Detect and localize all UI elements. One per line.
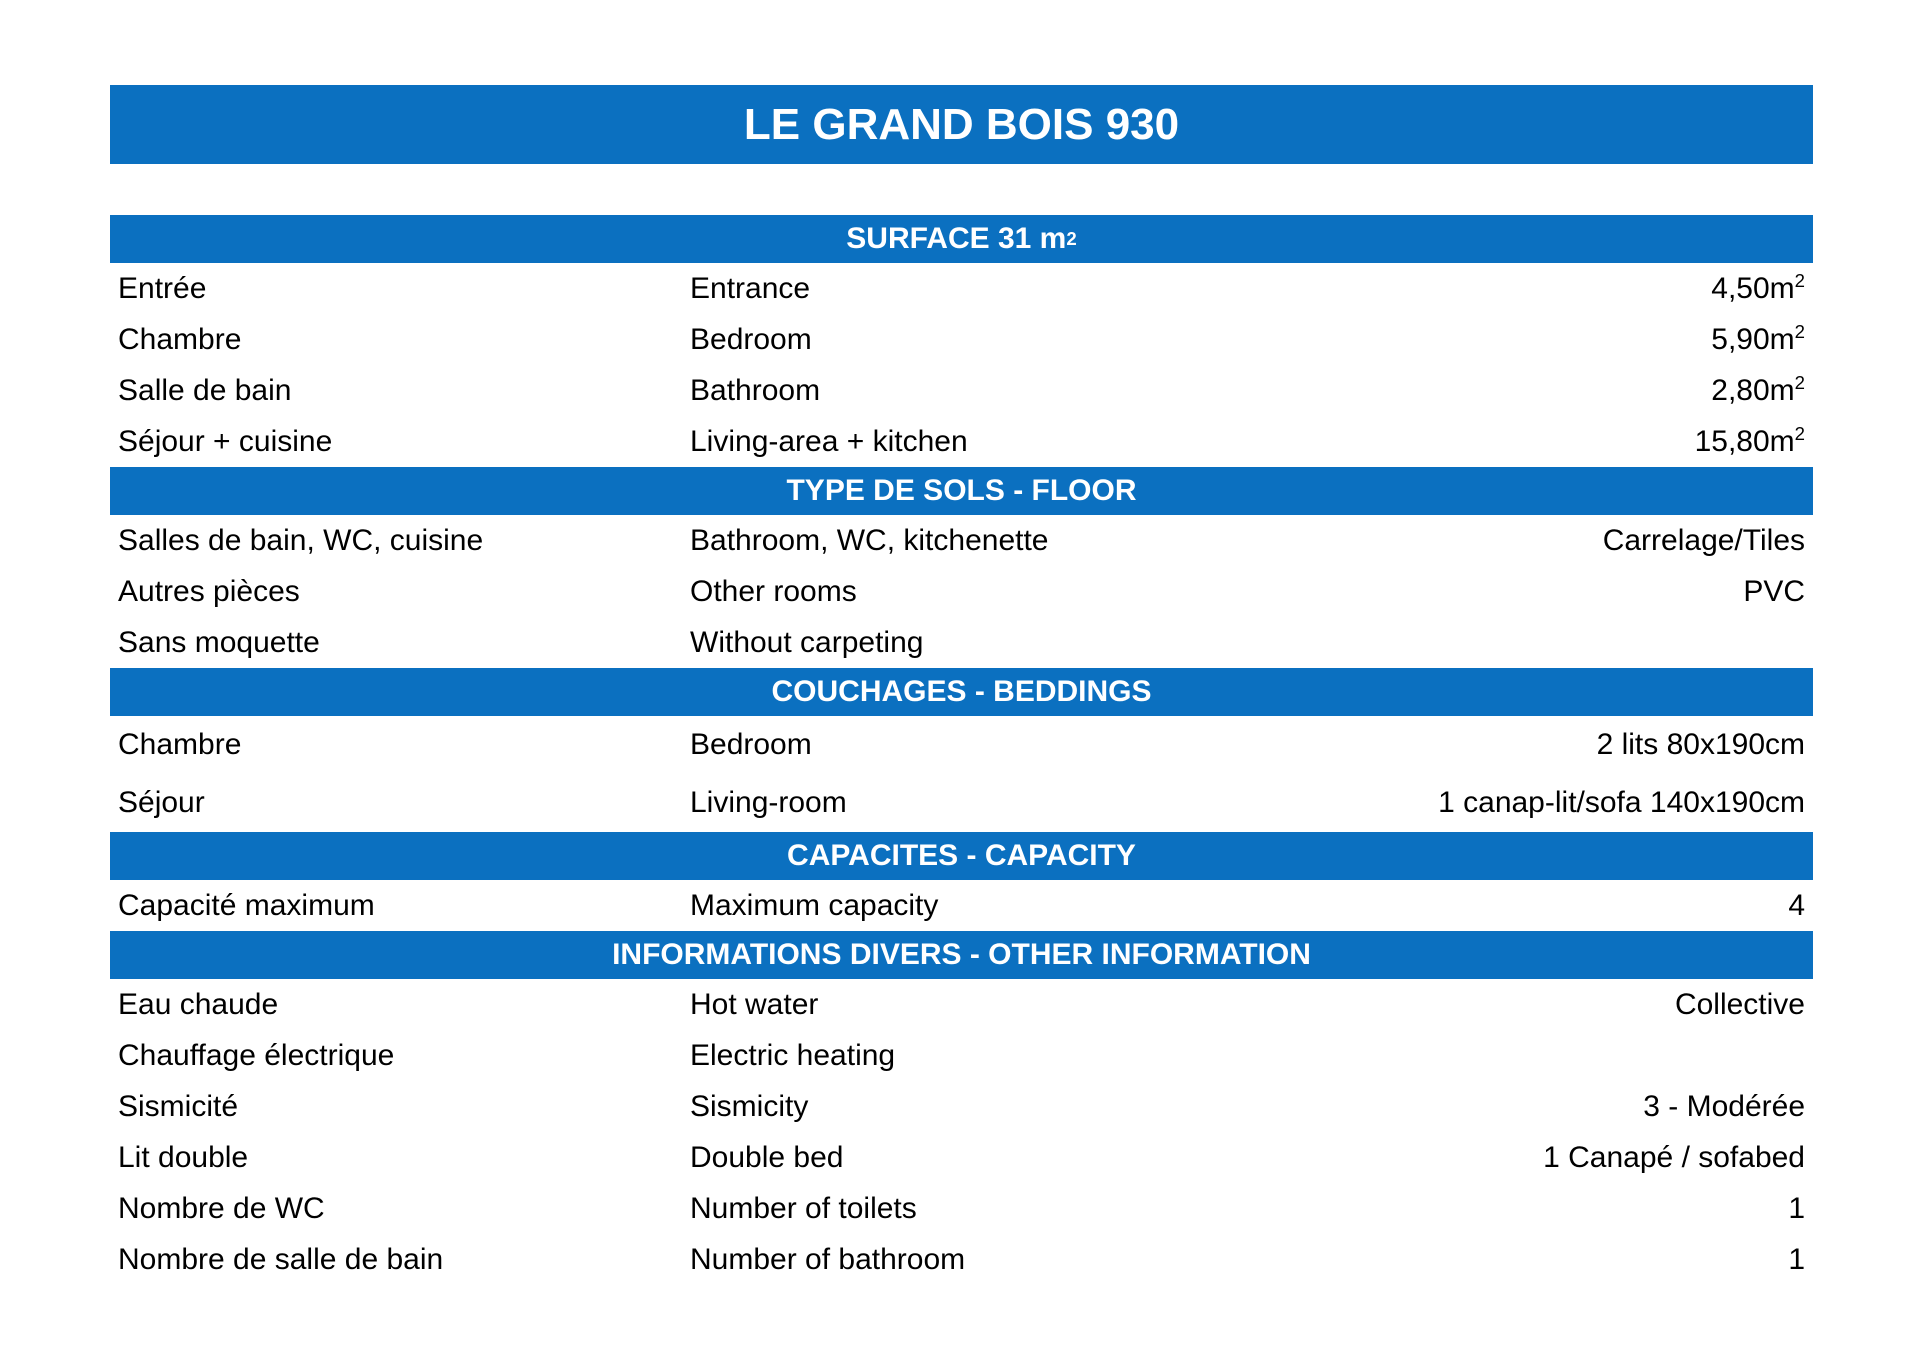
label-french: Capacité maximum (118, 888, 375, 922)
table-row (110, 1234, 1813, 1285)
sections-container (110, 215, 1813, 1285)
label-french: Sans moquette (118, 625, 320, 659)
row-value: 1 Canapé / sofabed (1543, 1140, 1805, 1174)
label-french: Séjour + cuisine (118, 424, 333, 458)
row-value: 4 (1788, 888, 1805, 922)
row-value: $5,90m^2$ (1711, 320, 1805, 356)
label-english: Without carpeting (690, 625, 924, 659)
row-value: $2,80m^2$ (1711, 371, 1805, 407)
section (110, 467, 1813, 668)
label-english: Bedroom (690, 728, 812, 761)
section-header: COUCHAGES - BEDDINGS (110, 668, 1813, 716)
label-english: Electric heating (690, 1038, 896, 1072)
row-value: 1 (1788, 1191, 1805, 1225)
section (110, 832, 1813, 931)
section-header: TYPE DE SOLS - FLOOR (110, 467, 1813, 515)
table-row (110, 515, 1813, 566)
row-value: Carrelage/Tiles (1602, 523, 1805, 557)
row-value: $4,50m^2$ (1711, 269, 1805, 305)
table-row (110, 365, 1813, 416)
label-french: Nombre de salle de bain (118, 1242, 444, 1276)
table-row (110, 880, 1813, 931)
label-english: Number of toilets (690, 1191, 917, 1225)
label-english: Maximum capacity (690, 888, 939, 922)
section (110, 668, 1813, 832)
label-french: Lit double (118, 1140, 249, 1174)
table-row (110, 1030, 1813, 1081)
label-french: Autres pièces (118, 574, 300, 608)
row-value: $15,80m^2$ (1694, 422, 1805, 458)
table-row (110, 716, 1813, 774)
label-french: Salle de bain (118, 373, 292, 407)
label-english: Sismicity (690, 1089, 809, 1123)
label-english: Bedroom (690, 322, 812, 356)
label-english: Entrance (690, 271, 811, 305)
table-row (110, 1132, 1813, 1183)
label-english: Bathroom (690, 373, 821, 407)
label-french: Chauffage électrique (118, 1038, 395, 1072)
label-english: Number of bathroom (690, 1242, 966, 1276)
table-row (110, 979, 1813, 1030)
label-french: Chambre (118, 728, 242, 761)
table-row (110, 416, 1813, 467)
row-value: 2 lits 80x190cm (1596, 728, 1805, 761)
table-row (110, 566, 1813, 617)
table-row (110, 1183, 1813, 1234)
table-row (110, 263, 1813, 314)
label-french: Chambre (118, 322, 242, 356)
page-title: LE GRAND BOIS 930 (743, 99, 1180, 149)
label-french: Sismicité (118, 1089, 239, 1123)
label-english: Living-area + kitchen (690, 424, 968, 458)
label-english: Other rooms (690, 574, 857, 608)
row-value: 3 - Modérée (1643, 1089, 1805, 1123)
row-value: Collective (1674, 987, 1805, 1021)
row-value: 1 (1788, 1242, 1805, 1276)
label-english: Double bed (690, 1140, 844, 1174)
label-english: Bathroom, WC, kitchenette (690, 523, 1049, 557)
section (110, 215, 1813, 467)
table-row (110, 314, 1813, 365)
label-french: Salles de bain, WC, cuisine (118, 523, 484, 557)
label-english: Living-room (690, 786, 847, 819)
section-header: SURFACE 31 m 2 (110, 215, 1813, 263)
label-french: Séjour (118, 786, 205, 819)
row-value: 1 canap-lit/sofa 140x190cm (1438, 786, 1805, 819)
table-row (110, 1081, 1813, 1132)
label-french: Eau chaude (118, 987, 279, 1021)
property-info-sheet (110, 85, 1813, 1285)
table-row (110, 617, 1813, 668)
row-value: PVC (1743, 574, 1805, 608)
section (110, 931, 1813, 1285)
label-english: Hot water (690, 987, 819, 1021)
table-row (110, 774, 1813, 832)
title-bar (110, 85, 1813, 164)
section-header: INFORMATIONS DIVERS - OTHER INFORMATION (110, 931, 1813, 979)
section-header: CAPACITES - CAPACITY (110, 832, 1813, 880)
label-french: Nombre de WC (118, 1191, 325, 1225)
label-french: Entrée (118, 271, 207, 305)
